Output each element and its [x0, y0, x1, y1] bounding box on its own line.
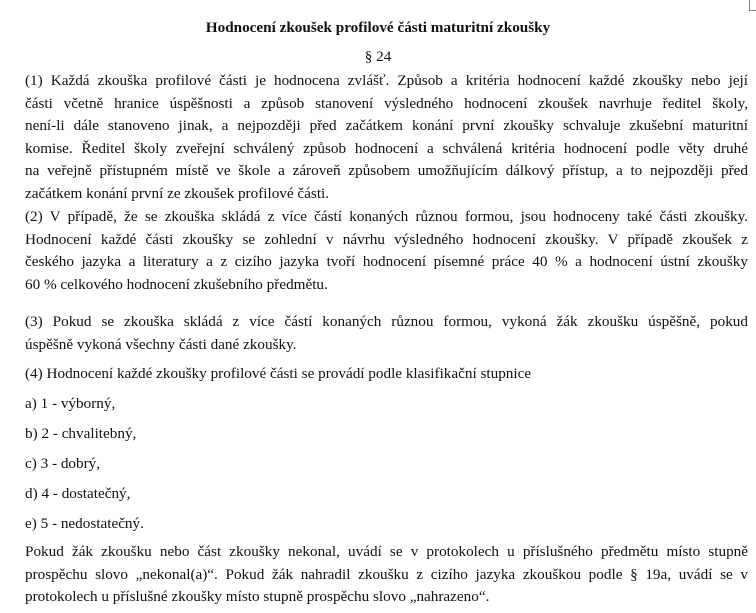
grade-item: d) 4 - dostatečný, [25, 485, 131, 502]
paragraph-2 [25, 206, 748, 296]
closing-paragraph [25, 541, 748, 609]
closing-line: Pokud žák zkoušku nebo část zkoušky nekonal, uvádí se v protokolech u příslušného předmětu místo stupně [25, 543, 748, 560]
paragraph-4-line: (4) Hodnocení každé zkoušky profilové části se provádí podle klasifikační stupnice [25, 365, 532, 382]
paragraph-1-line: začátkem konání první ze zkoušek profilové části. [25, 184, 330, 202]
paragraph-1-line: části včetně hranice úspěšnosti a způsob stanovení výsledného hodnocení zkoušek navrhuje ředitel školy, [25, 94, 748, 112]
paragraph-1-line: komise. Ředitel školy zveřejní schválený způsob hodnocení a schválená kritéria hodnocení podle věty druhé [25, 139, 748, 157]
section-number: § 24 [364, 48, 392, 65]
grade-item: e) 5 - nedostatečný. [25, 515, 144, 532]
closing-line: prospěchu slovo „nekonal(a)“. Pokud žák nahradil zkoušku z cizího jazyka zkouškou podle § 19a, uvádí se v [25, 565, 748, 583]
paragraph-1-line: na veřejně přístupném místě ve škole a zároveň způsobem umožňujícím dálkový přístup, a to nejpozději před [25, 162, 748, 179]
paragraph-2-line: 60 % celkového hodnocení zkušebního předmětu. [25, 275, 328, 293]
paragraph-1-line: není-li dále stanoveno jinak, a nejpozději před začátkem konání první zkoušky schvaluje zkušební maturitní [25, 117, 748, 134]
closing-line: protokolech u příslušné zkoušky místo stupně prospěchu slovo „nahrazeno“. [25, 588, 490, 605]
grade-item: c) 3 - dobrý, [25, 455, 101, 472]
paragraph-1 [25, 70, 748, 205]
paragraph-2-line: českého jazyka a literatury a z cizího jazyka tvoří hodnocení písemné práce 40 % a hodnocení ústní zkoušky [25, 253, 748, 270]
paragraph-3-line: (3) Pokud se zkouška skládá z více částí konaných různou formou, vykoná žák zkoušku úspěšně, pokud [25, 313, 748, 330]
paragraph-4 [25, 363, 748, 386]
document-title: Hodnocení zkoušek profilové části maturitní zkoušky [205, 19, 551, 36]
paragraph-2-line: Hodnocení každé části zkoušky se zohlední v návrhu výsledného hodnocení zkoušky. V případě zkoušek z [25, 230, 748, 248]
paragraph-3-line: úspěšně vykoná všechny části dané zkoušky. [25, 335, 297, 353]
paragraph-3 [25, 311, 748, 356]
paragraph-2-line: (2) V případě, že se zkouška skládá z více částí konaných různou formou, jsou hodnoceny také části zkoušky. [25, 208, 748, 225]
grade-item: a) 1 - výborný, [25, 395, 116, 412]
paragraph-1-line: (1) Každá zkouška profilové části je hodnocena zvlášť. Způsob a kritéria hodnocení každé zkoušky nebo její [25, 72, 748, 89]
grade-item: b) 2 - chvalitebný, [25, 425, 137, 442]
grade-list [25, 393, 748, 536]
page-corner-border [749, 0, 756, 11]
